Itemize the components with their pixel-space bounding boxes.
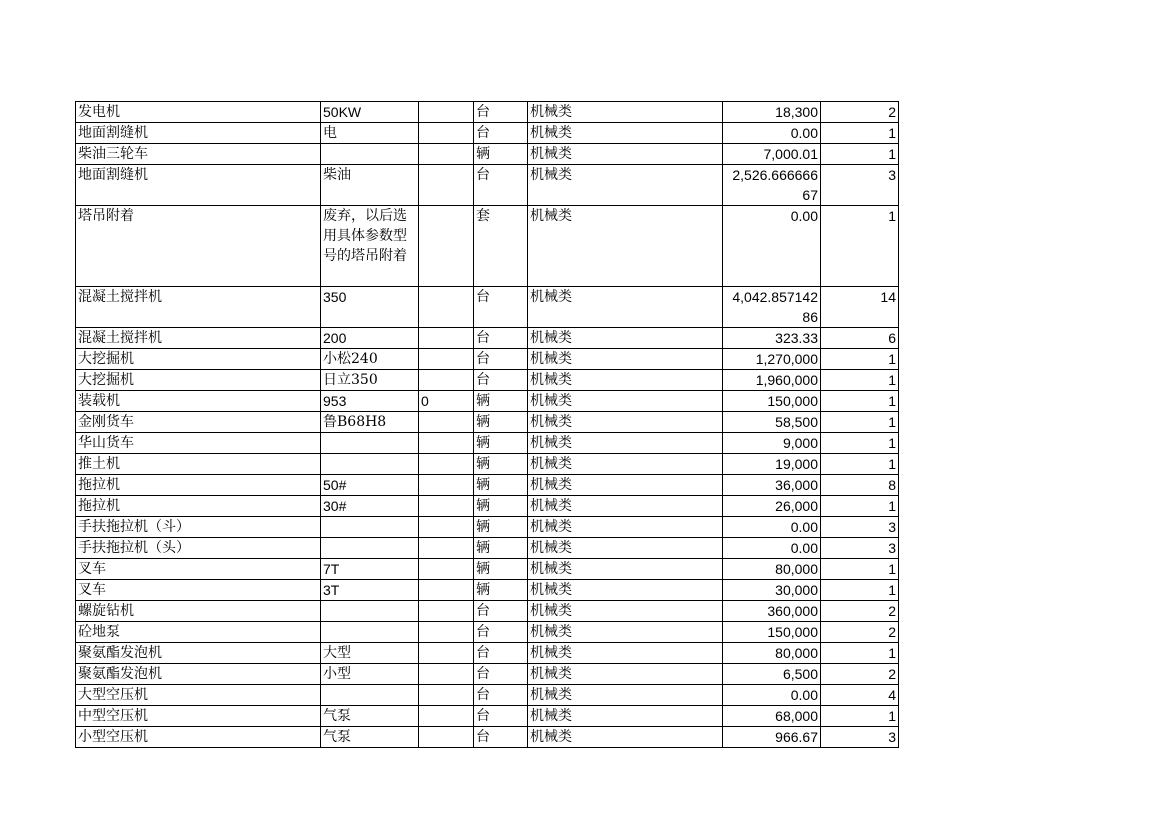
unit-cell: 辆 — [474, 454, 528, 475]
equipment-name-cell: 柴油三轮车 — [76, 144, 321, 165]
unit-cell: 台 — [474, 102, 528, 123]
equipment-name-cell: 大挖掘机 — [76, 370, 321, 391]
unit-cell: 辆 — [474, 475, 528, 496]
category-cell: 机械类 — [528, 706, 723, 727]
category-cell: 机械类 — [528, 287, 723, 328]
price-cell: 9,000 — [723, 433, 821, 454]
table-row — [76, 433, 899, 454]
unit-cell: 台 — [474, 349, 528, 370]
table-row — [76, 391, 899, 412]
equipment-name-cell: 砼地泵 — [76, 622, 321, 643]
table-row — [76, 454, 899, 475]
extra-cell: 0 — [419, 391, 474, 412]
extra-cell — [419, 123, 474, 144]
category-cell: 机械类 — [528, 433, 723, 454]
category-cell: 机械类 — [528, 622, 723, 643]
equipment-name-cell: 金刚货车 — [76, 412, 321, 433]
category-cell: 机械类 — [528, 391, 723, 412]
category-cell: 机械类 — [528, 102, 723, 123]
quantity-cell: 1 — [821, 496, 899, 517]
price-cell: 0.00 — [723, 206, 821, 287]
unit-cell: 台 — [474, 685, 528, 706]
spec-cell: 50# — [321, 475, 419, 496]
equipment-name-cell: 聚氨酯发泡机 — [76, 664, 321, 685]
category-cell: 机械类 — [528, 328, 723, 349]
table-row — [76, 496, 899, 517]
quantity-cell: 1 — [821, 370, 899, 391]
unit-cell: 辆 — [474, 580, 528, 601]
equipment-name-cell: 地面割缝机 — [76, 165, 321, 206]
spec-cell: 柴油 — [321, 165, 419, 206]
spec-cell: 大型 — [321, 643, 419, 664]
quantity-cell: 1 — [821, 580, 899, 601]
price-cell: 30,000 — [723, 580, 821, 601]
spec-cell: 鲁B68H8 — [321, 412, 419, 433]
equipment-name-cell: 中型空压机 — [76, 706, 321, 727]
category-cell: 机械类 — [528, 206, 723, 287]
price-cell: 323.33 — [723, 328, 821, 349]
table-body — [76, 102, 899, 748]
price-cell: 0.00 — [723, 685, 821, 706]
quantity-cell: 3 — [821, 517, 899, 538]
equipment-name-cell: 拖拉机 — [76, 475, 321, 496]
price-cell: 58,500 — [723, 412, 821, 433]
unit-cell: 台 — [474, 706, 528, 727]
equipment-name-cell: 大挖掘机 — [76, 349, 321, 370]
quantity-cell: 2 — [821, 664, 899, 685]
extra-cell — [419, 706, 474, 727]
spec-cell: 废弃，以后选用具体参数型号的塔吊附着 — [321, 206, 419, 287]
equipment-name-cell: 塔吊附着 — [76, 206, 321, 287]
equipment-name-cell: 华山货车 — [76, 433, 321, 454]
equipment-name-cell: 混凝土搅拌机 — [76, 328, 321, 349]
spec-cell: 7T — [321, 559, 419, 580]
unit-cell: 台 — [474, 123, 528, 144]
price-cell: 68,000 — [723, 706, 821, 727]
category-cell: 机械类 — [528, 123, 723, 144]
table-row — [76, 370, 899, 391]
price-cell: 1,960,000 — [723, 370, 821, 391]
extra-cell — [419, 559, 474, 580]
category-cell: 机械类 — [528, 685, 723, 706]
spec-cell: 电 — [321, 123, 419, 144]
price-cell: 1,270,000 — [723, 349, 821, 370]
spec-cell — [321, 144, 419, 165]
category-cell: 机械类 — [528, 165, 723, 206]
unit-cell: 辆 — [474, 559, 528, 580]
extra-cell — [419, 349, 474, 370]
category-cell: 机械类 — [528, 370, 723, 391]
price-cell: 0.00 — [723, 517, 821, 538]
spec-cell — [321, 517, 419, 538]
equipment-name-cell: 叉车 — [76, 559, 321, 580]
equipment-name-cell: 叉车 — [76, 580, 321, 601]
price-cell: 18,300 — [723, 102, 821, 123]
table-row — [76, 727, 899, 748]
price-cell: 150,000 — [723, 622, 821, 643]
unit-cell: 辆 — [474, 538, 528, 559]
category-cell: 机械类 — [528, 412, 723, 433]
price-cell: 150,000 — [723, 391, 821, 412]
price-cell: 4,042.85714286 — [723, 287, 821, 328]
extra-cell — [419, 727, 474, 748]
extra-cell — [419, 328, 474, 349]
price-cell: 80,000 — [723, 643, 821, 664]
equipment-name-cell: 混凝土搅拌机 — [76, 287, 321, 328]
unit-cell: 辆 — [474, 496, 528, 517]
category-cell: 机械类 — [528, 559, 723, 580]
equipment-name-cell: 推土机 — [76, 454, 321, 475]
equipment-name-cell: 螺旋钻机 — [76, 601, 321, 622]
table-row — [76, 622, 899, 643]
table-row — [76, 144, 899, 165]
equipment-name-cell: 聚氨酯发泡机 — [76, 643, 321, 664]
spec-cell: 350 — [321, 287, 419, 328]
unit-cell: 台 — [474, 664, 528, 685]
price-cell: 2,526.66666667 — [723, 165, 821, 206]
quantity-cell: 1 — [821, 144, 899, 165]
unit-cell: 套 — [474, 206, 528, 287]
table-row — [76, 102, 899, 123]
unit-cell: 台 — [474, 643, 528, 664]
quantity-cell: 14 — [821, 287, 899, 328]
spec-cell: 气泵 — [321, 706, 419, 727]
table-row — [76, 475, 899, 496]
table-row — [76, 580, 899, 601]
equipment-name-cell: 装载机 — [76, 391, 321, 412]
spec-cell — [321, 454, 419, 475]
price-cell: 966.67 — [723, 727, 821, 748]
extra-cell — [419, 664, 474, 685]
unit-cell: 辆 — [474, 517, 528, 538]
quantity-cell: 2 — [821, 601, 899, 622]
category-cell: 机械类 — [528, 538, 723, 559]
price-cell: 0.00 — [723, 538, 821, 559]
price-cell: 80,000 — [723, 559, 821, 580]
unit-cell: 台 — [474, 328, 528, 349]
table-row — [76, 706, 899, 727]
extra-cell — [419, 454, 474, 475]
spec-cell: 小型 — [321, 664, 419, 685]
quantity-cell: 1 — [821, 433, 899, 454]
quantity-cell: 2 — [821, 102, 899, 123]
category-cell: 机械类 — [528, 349, 723, 370]
quantity-cell: 3 — [821, 165, 899, 206]
extra-cell — [419, 370, 474, 391]
table-row — [76, 349, 899, 370]
category-cell: 机械类 — [528, 517, 723, 538]
extra-cell — [419, 144, 474, 165]
extra-cell — [419, 206, 474, 287]
category-cell: 机械类 — [528, 580, 723, 601]
equipment-name-cell: 手扶拖拉机（头） — [76, 538, 321, 559]
category-cell: 机械类 — [528, 664, 723, 685]
category-cell: 机械类 — [528, 144, 723, 165]
unit-cell: 台 — [474, 601, 528, 622]
price-cell: 7,000.01 — [723, 144, 821, 165]
spec-cell — [321, 685, 419, 706]
spec-cell — [321, 601, 419, 622]
table-row — [76, 517, 899, 538]
quantity-cell: 1 — [821, 412, 899, 433]
category-cell: 机械类 — [528, 496, 723, 517]
table-row — [76, 123, 899, 144]
equipment-name-cell: 手扶拖拉机（斗） — [76, 517, 321, 538]
table-row — [76, 664, 899, 685]
price-cell: 19,000 — [723, 454, 821, 475]
table-row — [76, 601, 899, 622]
spec-cell: 小松240 — [321, 349, 419, 370]
category-cell: 机械类 — [528, 601, 723, 622]
equipment-name-cell: 拖拉机 — [76, 496, 321, 517]
unit-cell: 辆 — [474, 144, 528, 165]
extra-cell — [419, 538, 474, 559]
extra-cell — [419, 102, 474, 123]
equipment-name-cell: 地面割缝机 — [76, 123, 321, 144]
unit-cell: 台 — [474, 165, 528, 206]
spec-cell: 953 — [321, 391, 419, 412]
price-cell: 6,500 — [723, 664, 821, 685]
price-cell: 0.00 — [723, 123, 821, 144]
spec-cell — [321, 622, 419, 643]
spec-cell — [321, 538, 419, 559]
extra-cell — [419, 433, 474, 454]
quantity-cell: 1 — [821, 643, 899, 664]
extra-cell — [419, 412, 474, 433]
quantity-cell: 1 — [821, 123, 899, 144]
extra-cell — [419, 601, 474, 622]
equipment-name-cell: 小型空压机 — [76, 727, 321, 748]
quantity-cell: 1 — [821, 349, 899, 370]
table-row — [76, 643, 899, 664]
unit-cell: 台 — [474, 727, 528, 748]
category-cell: 机械类 — [528, 643, 723, 664]
unit-cell: 辆 — [474, 391, 528, 412]
price-cell: 36,000 — [723, 475, 821, 496]
equipment-table — [75, 101, 899, 748]
price-cell: 360,000 — [723, 601, 821, 622]
price-cell: 26,000 — [723, 496, 821, 517]
extra-cell — [419, 287, 474, 328]
quantity-cell: 8 — [821, 475, 899, 496]
spec-cell: 50KW — [321, 102, 419, 123]
table-row — [76, 206, 899, 287]
table-row — [76, 287, 899, 328]
table-row — [76, 685, 899, 706]
category-cell: 机械类 — [528, 475, 723, 496]
spec-cell: 30# — [321, 496, 419, 517]
extra-cell — [419, 580, 474, 601]
table-row — [76, 165, 899, 206]
quantity-cell: 6 — [821, 328, 899, 349]
quantity-cell: 1 — [821, 206, 899, 287]
category-cell: 机械类 — [528, 454, 723, 475]
unit-cell: 辆 — [474, 433, 528, 454]
table-row — [76, 559, 899, 580]
quantity-cell: 4 — [821, 685, 899, 706]
extra-cell — [419, 643, 474, 664]
extra-cell — [419, 685, 474, 706]
equipment-name-cell: 大型空压机 — [76, 685, 321, 706]
extra-cell — [419, 517, 474, 538]
quantity-cell: 1 — [821, 454, 899, 475]
equipment-name-cell: 发电机 — [76, 102, 321, 123]
spec-cell: 200 — [321, 328, 419, 349]
unit-cell: 辆 — [474, 412, 528, 433]
table-row — [76, 412, 899, 433]
spec-cell: 气泵 — [321, 727, 419, 748]
unit-cell: 台 — [474, 287, 528, 328]
extra-cell — [419, 165, 474, 206]
table-row — [76, 538, 899, 559]
table-row — [76, 328, 899, 349]
quantity-cell: 3 — [821, 727, 899, 748]
extra-cell — [419, 622, 474, 643]
spec-cell — [321, 433, 419, 454]
unit-cell: 台 — [474, 370, 528, 391]
quantity-cell: 1 — [821, 559, 899, 580]
extra-cell — [419, 475, 474, 496]
unit-cell: 台 — [474, 622, 528, 643]
quantity-cell: 1 — [821, 706, 899, 727]
extra-cell — [419, 496, 474, 517]
category-cell: 机械类 — [528, 727, 723, 748]
quantity-cell: 1 — [821, 391, 899, 412]
spec-cell: 日立350 — [321, 370, 419, 391]
quantity-cell: 3 — [821, 538, 899, 559]
spec-cell: 3T — [321, 580, 419, 601]
quantity-cell: 2 — [821, 622, 899, 643]
